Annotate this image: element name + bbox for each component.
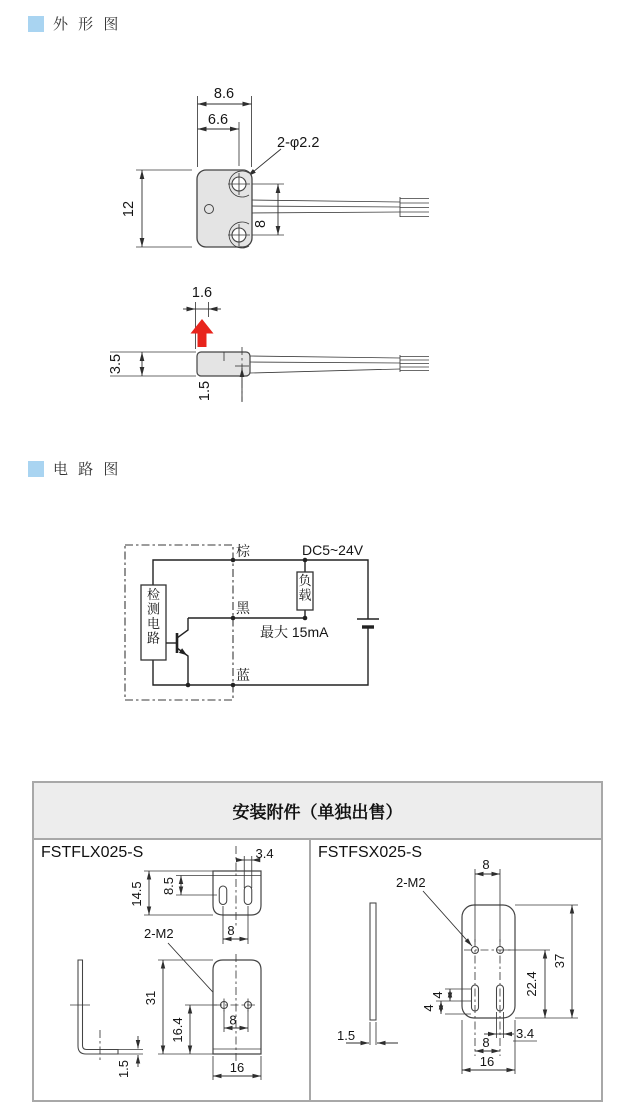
dim-body-width: 16 xyxy=(479,1054,495,1069)
dim-holes-label: 2-φ2.2 xyxy=(277,135,320,151)
outline-section-title: 外 形 图 xyxy=(53,16,122,33)
dim-body-height: 31 xyxy=(143,990,158,1006)
wire-blue-label: 蓝 xyxy=(236,667,250,683)
cable-side xyxy=(250,355,429,373)
accessory-cell-fstfsx025s xyxy=(311,840,601,1100)
thread-label: 2-M2 xyxy=(144,926,174,941)
dim-flange-total: 14.5 xyxy=(129,881,144,907)
supply-label: DC5~24V xyxy=(302,542,364,558)
dim-axis-offset: 1.5 xyxy=(197,380,213,402)
outline-drawing xyxy=(0,60,635,420)
dim-slot-width: 3.4 xyxy=(255,846,274,861)
cable xyxy=(252,197,429,217)
accessory-cell-fstflx025s xyxy=(34,840,311,1100)
dim-flange-hole: 8.5 xyxy=(161,876,176,896)
wire-brown-label: 棕 xyxy=(236,543,250,559)
dim-slot-pitch: 8 xyxy=(482,1035,490,1050)
dim-slot-pitch: 8 xyxy=(227,923,235,938)
dim-window-width: 1.6 xyxy=(191,285,213,301)
circuit-section-header xyxy=(28,458,121,479)
dim-body-width: 16 xyxy=(229,1060,245,1075)
dim-hole-pitch-top: 8 xyxy=(482,857,490,872)
detector-label: 检测电路 xyxy=(146,587,161,646)
dim-top-width-outer: 8.6 xyxy=(213,86,235,102)
dim-slot-a: 4 xyxy=(430,991,445,999)
accessories-title: 安装附件（单独出售） xyxy=(34,783,601,840)
section-marker-icon xyxy=(28,461,44,477)
battery-symbol xyxy=(357,619,379,627)
dim-top-width-inner: 6.6 xyxy=(207,112,229,128)
dim-thickness: 1.5 xyxy=(337,1028,356,1043)
dim-side-height: 3.5 xyxy=(108,353,124,375)
thread-label: 2-M2 xyxy=(396,875,426,890)
load-label: 负载 xyxy=(298,573,312,603)
outline-section-header xyxy=(28,13,121,34)
model-name-left: FSTFLX025-S xyxy=(41,844,144,861)
sensor-side-view xyxy=(108,285,429,402)
l-bracket-profile xyxy=(78,960,118,1054)
bracket-drawing-left xyxy=(34,840,309,1098)
dim-hole-to-bottom: 22.4 xyxy=(524,971,539,997)
model-name-right: FSTFSX025-S xyxy=(318,844,423,861)
npn-transistor xyxy=(166,618,188,685)
bracket-drawing-right xyxy=(311,840,601,1098)
wire-black-label: 黑 xyxy=(236,600,250,616)
max-current-label: 最大 15mA xyxy=(260,624,329,640)
detection-direction-arrow xyxy=(191,319,214,347)
dim-top-height: 12 xyxy=(121,200,137,218)
circuit-section-title: 电 路 图 xyxy=(53,461,122,478)
dim-slot-b: 4 xyxy=(421,1004,436,1012)
sensor-top-view xyxy=(121,86,429,248)
flat-bracket-profile xyxy=(370,903,376,1020)
dim-hole-height: 16.4 xyxy=(170,1017,185,1043)
section-marker-icon xyxy=(28,16,44,32)
dim-total-height: 37 xyxy=(552,953,567,969)
dim-thickness: 1.5 xyxy=(116,1059,131,1079)
dim-hole-pitch: 8 xyxy=(229,1012,237,1028)
circuit-diagram xyxy=(0,500,635,710)
dim-slot-width: 3.4 xyxy=(516,1026,535,1041)
dim-hole-pitch: 8 xyxy=(253,219,269,229)
accessories-table xyxy=(32,781,603,1102)
